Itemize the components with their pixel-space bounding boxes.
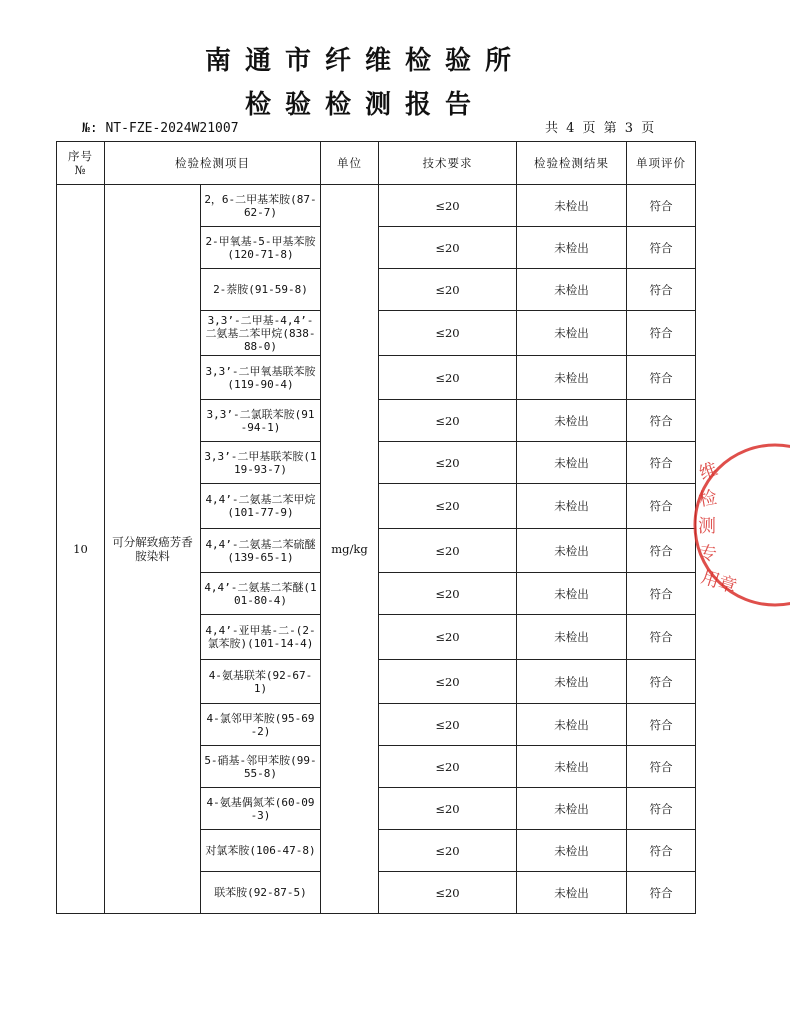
col-header-unit: 单位	[321, 142, 379, 185]
evaluation-cell: 符合	[627, 269, 696, 311]
evaluation-cell: 符合	[627, 615, 696, 660]
result-cell: 未检出	[517, 660, 627, 704]
evaluation-cell: 符合	[627, 529, 696, 573]
requirement-cell: ≤20	[379, 788, 517, 830]
requirement-cell: ≤20	[379, 442, 517, 484]
seq-number-cell: 10	[57, 185, 105, 914]
requirement-cell: ≤20	[379, 573, 517, 615]
evaluation-cell: 符合	[627, 788, 696, 830]
result-cell: 未检出	[517, 484, 627, 529]
test-item-cell: 4,4’-二氨基二苯硫醚(139-65-1)	[201, 529, 321, 573]
evaluation-cell: 符合	[627, 227, 696, 269]
results-table	[56, 141, 696, 914]
requirement-cell: ≤20	[379, 185, 517, 227]
requirement-cell: ≤20	[379, 269, 517, 311]
requirement-cell: ≤20	[379, 615, 517, 660]
test-item-cell: 4-氯邻甲苯胺(95-69-2)	[201, 704, 321, 746]
evaluation-cell: 符合	[627, 484, 696, 529]
doc-title: 检验检测报告	[244, 90, 485, 120]
test-item-cell: 3,3’-二氯联苯胺(91-94-1)	[201, 400, 321, 442]
table-row	[57, 185, 696, 227]
page-info: 共 4 页 第 3 页	[545, 121, 657, 136]
result-cell: 未检出	[517, 788, 627, 830]
evaluation-cell: 符合	[627, 872, 696, 914]
requirement-cell: ≤20	[379, 484, 517, 529]
test-item-cell: 3,3’-二甲氧基联苯胺(119-90-4)	[201, 356, 321, 400]
category-cell: 可分解致癌芳香胺染料	[105, 185, 201, 914]
result-cell: 未检出	[517, 311, 627, 356]
evaluation-cell: 符合	[627, 356, 696, 400]
test-item-cell: 2，6-二甲基苯胺(87-62-7)	[201, 185, 321, 227]
result-cell: 未检出	[517, 573, 627, 615]
result-cell: 未检出	[517, 185, 627, 227]
requirement-cell: ≤20	[379, 356, 517, 400]
requirement-cell: ≤20	[379, 830, 517, 872]
report-number: №: NT-FZE-2024W21007	[82, 121, 239, 136]
result-cell: 未检出	[517, 227, 627, 269]
result-cell: 未检出	[517, 356, 627, 400]
evaluation-cell: 符合	[627, 311, 696, 356]
requirement-cell: ≤20	[379, 529, 517, 573]
official-seal-stamp	[680, 440, 790, 610]
col-header-seq: 序号 №	[57, 142, 105, 185]
test-item-cell: 2-甲氧基-5-甲基苯胺(120-71-8)	[201, 227, 321, 269]
result-cell: 未检出	[517, 400, 627, 442]
svg-text:专: 专	[697, 542, 719, 566]
test-item-cell: 2-萘胺(91-59-8)	[201, 269, 321, 311]
col-header-result: 检验检测结果	[517, 142, 627, 185]
requirement-cell: ≤20	[379, 746, 517, 788]
result-cell: 未检出	[517, 830, 627, 872]
result-cell: 未检出	[517, 746, 627, 788]
svg-text:维: 维	[696, 458, 721, 485]
requirement-cell: ≤20	[379, 311, 517, 356]
svg-text:检: 检	[697, 487, 719, 511]
result-cell: 未检出	[517, 269, 627, 311]
test-item-cell: 4,4’-二氨基二苯醚(101-80-4)	[201, 573, 321, 615]
test-item-cell: 4-氨基偶氮苯(60-09-3)	[201, 788, 321, 830]
test-item-cell: 对氯苯胺(106-47-8)	[201, 830, 321, 872]
test-item-cell: 4,4’-二氨基二苯甲烷(101-77-9)	[201, 484, 321, 529]
requirement-cell: ≤20	[379, 400, 517, 442]
result-cell: 未检出	[517, 615, 627, 660]
col-header-requirement: 技术要求	[379, 142, 517, 185]
evaluation-cell: 符合	[627, 442, 696, 484]
result-cell: 未检出	[517, 442, 627, 484]
unit-cell: mg/kg	[321, 185, 379, 914]
svg-text:测: 测	[698, 516, 716, 537]
svg-text:用章: 用章	[698, 566, 740, 598]
requirement-cell: ≤20	[379, 660, 517, 704]
table-header-row	[57, 142, 696, 185]
result-cell: 未检出	[517, 704, 627, 746]
result-cell: 未检出	[517, 529, 627, 573]
requirement-cell: ≤20	[379, 227, 517, 269]
org-title: 南通市纤维检验所	[204, 46, 525, 76]
test-item-cell: 5-硝基-邻甲苯胺(99-55-8)	[201, 746, 321, 788]
evaluation-cell: 符合	[627, 830, 696, 872]
requirement-cell: ≤20	[379, 872, 517, 914]
test-item-cell: 3,3’-二甲基-4,4’-二氨基二苯甲烷(838-88-0)	[201, 311, 321, 356]
test-item-cell: 4,4’-亚甲基-二-(2-氯苯胺)(101-14-4)	[201, 615, 321, 660]
col-header-evaluation: 单项评价	[627, 142, 696, 185]
test-item-cell: 3,3’-二甲基联苯胺(119-93-7)	[201, 442, 321, 484]
evaluation-cell: 符合	[627, 746, 696, 788]
evaluation-cell: 符合	[627, 573, 696, 615]
evaluation-cell: 符合	[627, 400, 696, 442]
evaluation-cell: 符合	[627, 660, 696, 704]
evaluation-cell: 符合	[627, 185, 696, 227]
col-header-item: 检验检测项目	[105, 142, 321, 185]
evaluation-cell: 符合	[627, 704, 696, 746]
test-item-cell: 联苯胺(92-87-5)	[201, 872, 321, 914]
requirement-cell: ≤20	[379, 704, 517, 746]
test-item-cell: 4-氨基联苯(92-67-1)	[201, 660, 321, 704]
result-cell: 未检出	[517, 872, 627, 914]
